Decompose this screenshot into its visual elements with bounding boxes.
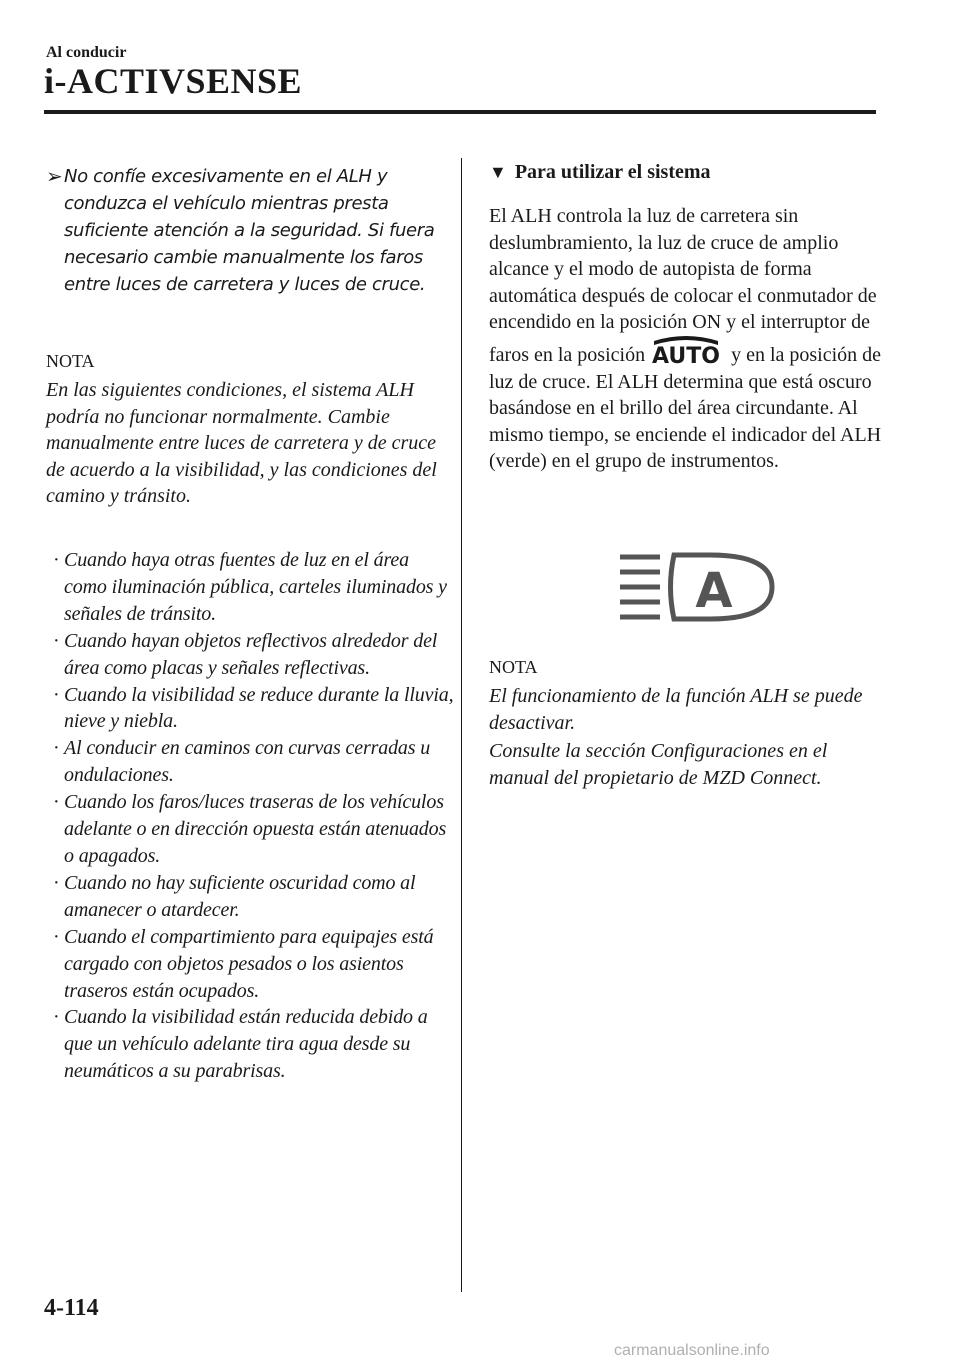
usage-text-part-1: El ALH controla la luz de carretera sin deslumbramiento, la luz de cruce de amplio alcance y el modo de autopista de forma automática después de colocar el conmutador de encendido en la posición ON y el interruptor de faros en la posición [489, 205, 877, 366]
list-item-text: Cuando no hay suficiente oscuridad como al amanecer o atardecer. [64, 871, 416, 921]
alh-indicator-icon [614, 549, 778, 625]
list-item-text: Cuando la visibilidad se reduce durante la lluvia, nieve y niebla. [64, 683, 454, 733]
bullet-dot: · [53, 791, 60, 814]
note-title: NOTA [489, 657, 538, 677]
note-line: El funcionamiento de la función ALH se puede desactivar. [489, 685, 863, 735]
page-number: 4-114 [44, 1295, 99, 1321]
list-item [46, 1004, 456, 1085]
subsection-heading-text: Para utilizar el sistema [514, 161, 711, 183]
bullet-dot: · [53, 737, 60, 760]
note-line: Consulte la sección Configuraciones en el manual del propietario de MZD Connect. [489, 739, 828, 789]
warning-block [46, 163, 446, 298]
triangle-down-icon: ▼ [489, 162, 507, 182]
usage-text-part-2: y en la posición de luz de cruce. El ALH determina que está oscuro basándose en el brillo del área circundante. Al mismo tiempo, se enciende el indicador del ALH (verde) en el grupo de instrumentos. [489, 343, 882, 473]
auto-headlight-icon [650, 336, 722, 364]
bullet-dot: · [53, 925, 60, 948]
list-item-text: Al conducir en caminos con curvas cerradas u ondulaciones. [64, 737, 431, 787]
usage-description [489, 203, 884, 475]
list-item [46, 735, 456, 789]
list-item [46, 789, 456, 870]
list-item [46, 870, 456, 924]
list-item-text: Cuando el compartimiento para equipajes está cargado con objetos pesados o los asientos traseros están ocupados. [64, 925, 434, 1002]
bullet-dot: · [53, 1006, 60, 1029]
header-rule [44, 110, 876, 114]
section-label: Al conducir [46, 44, 127, 61]
list-item [46, 628, 456, 682]
list-item-text: Cuando los faros/luces traseras de los vehículos adelante o en dirección opuesta están atenuados o apagados. [64, 791, 447, 867]
list-item-text: Cuando haya otras fuentes de luz en el área como iluminación pública, carteles iluminados y señales de tránsito. [64, 549, 447, 625]
watermark: carmanualsonline.info [614, 1342, 770, 1359]
list-item-text: Cuando la visibilidad están reducida debido a que un vehículo adelante tira agua desde su neumáticos a su parabrisas. [64, 1006, 428, 1083]
bullet-dot: · [53, 629, 60, 652]
list-item-text: Cuando hayan objetos reflectivos alrededor del área como placas y señales reflectivas. [64, 629, 438, 679]
bullet-dot: · [53, 683, 60, 706]
section-title: i-ACTIVSENSE [44, 61, 303, 101]
note-body [489, 683, 884, 792]
list-item [46, 547, 456, 628]
list-item [46, 682, 456, 736]
auto-icon-text: AUTO [652, 343, 721, 364]
bullet-dot: · [53, 871, 60, 894]
note-title: NOTA [46, 351, 95, 371]
note-body: En las siguientes condiciones, el sistema ALH podría no funcionar normalmente. Cambie manualmente entre luces de carretera y de cruce de acuerdo a la visibilidad, y las condiciones del camino y tránsito. [46, 379, 437, 507]
arrow-bullet-icon: ➢ [46, 164, 63, 188]
list-item [46, 924, 456, 1005]
indicator-letter: A [695, 563, 733, 619]
bullet-dot: · [53, 549, 60, 571]
warning-text: No confíe excesivamente en el ALH y conduzca el vehículo mientras presta suficiente atención a la seguridad. Si fuera necesario cambie manualmente los faros entre luces de carretera y luces de cruce. [64, 166, 435, 295]
column-divider [461, 158, 462, 1292]
conditions-list [46, 547, 456, 1085]
subsection-heading [489, 161, 711, 184]
